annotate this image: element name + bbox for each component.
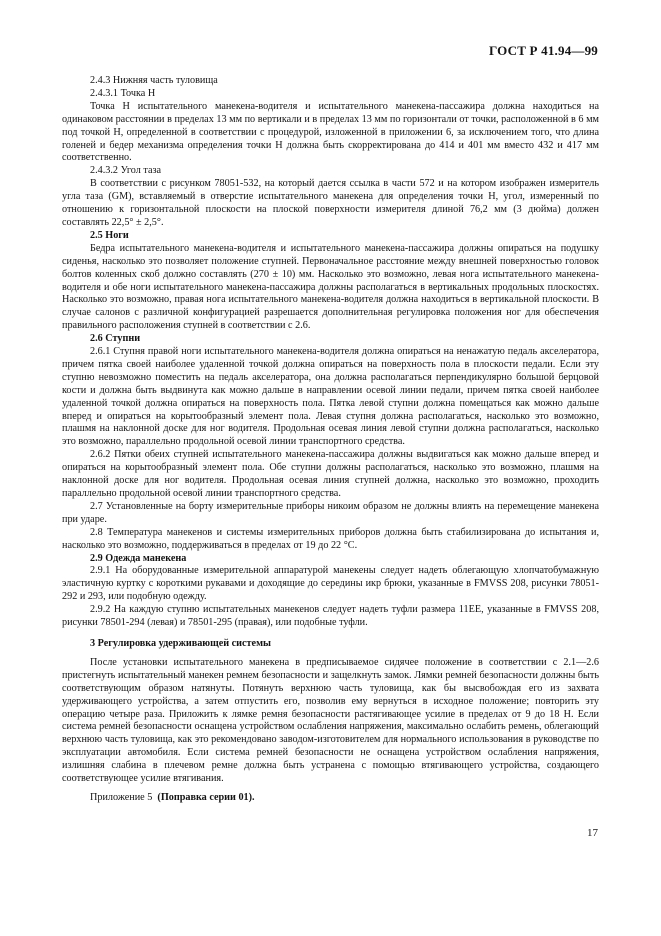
- document-header: ГОСТ Р 41.94—99: [489, 43, 598, 58]
- section-heading-2-9: 2.9 Одежда манекена: [90, 552, 187, 564]
- paragraph-2-7: 2.7 Установленные на борту измерительные приборы никоим образом не должны влиять на перемещение манекена при ударе.: [62, 500, 599, 525]
- appendix-correction: (Поправка серии 01).: [157, 791, 255, 803]
- appendix-reference: [62, 792, 599, 805]
- paragraph-2-9-2: 2.9.2 На каждую ступню испытательных манекенов следует надеть туфли размера 11EE, указанные в FMVSS 208, рисунки 78501-294 (левая) и 78501-295 (правая), или подобные туфли.: [62, 604, 599, 629]
- paragraph-pelvis-angle: В соответствии с рисунком 78051-532, на который дается ссылка в части 572 и на котором изображен измеритель угла таза (GM), вставляемый в отверстие испытательного манекена для определения точки H, угол, измеренный по отношению к горизонтальной плоскости на плоской поверхности измерителя длиной 76,2 мм (3 дюйма) должен составлять 22,5° ± 2,5°.: [62, 178, 599, 228]
- paragraph-point-h: Точка H испытательного манекена-водителя и испытательного манекена-пассажира должна находиться на одинаковом расстоянии в пределах 13 мм по вертикали и в пределах 13 мм по горизонтали от точки, расположенной в 6 мм под точкой H, определенной в соответствии с процедурой, изложенной в приложении 6, за исключением того, что длина голеней и бедер механизма определения точки H должна быть скорректирована до 414 и 401 мм вместо 432 и 417 мм соответственно.: [62, 100, 599, 164]
- section-heading-2-4-3: 2.4.3 Нижняя часть туловища: [90, 75, 218, 86]
- paragraph-2-8: 2.8 Температура манекенов и системы измерительных приборов должна быть стабилизирована до испытания и, насколько это возможно, поддерживаться в пределах от 19 до 22 °С.: [62, 526, 599, 551]
- paragraph-2-6-2: 2.6.2 Пятки обеих ступней испытательного манекена-пассажира должны выдвигаться как можно дальше вперед и опираться на корытообразный элемент пола. Обе ступни должны располагаться, насколько это возможно, плашмя на наклонной доске для ног водителя. Продольная осевая линия ступней должна, насколько это возможно, проходить параллельно продольной осевой линии транспортного средства.: [62, 449, 599, 499]
- document-body: [62, 75, 599, 805]
- paragraph-restraint-adjustment: После установки испытательного манекена в предписываемое сидячее положение в соответствии с 2.1—2.6 пристегнуть испытательный манекен ремнем безопасности и защелкнуть замок. Лямки ремней безопасности должны быть соответствующим образом натянуты. Потянуть верхнюю часть туловища, как бы высвобождая его из захвата удерживающего устройства, а затем отпустить его, позволив ему вернуться в исходное положение; повторить эту операцию четыре раза. Приложить к лямке ремня безопасности растягивающее усилие в пределах от 9 до 18 Н. Если система ремней безопасности оснащена устройством ослабления напряжения, максимально ослабить ремень, облегающий верхнюю часть туловища, как это рекомендовано заводом-изготовителем для нормального использования в руководстве по эксплуатации автомобиля. Если система ремней безопасности не оснащена устройством ослабления напряжения, излишняя слабина в плечевом ремне должна быть устранена с помощью втягивающего устройства, создающего соответствующее усилие втягивания.: [62, 656, 599, 785]
- section-heading-2-4-3-2: 2.4.3.2 Угол таза: [90, 165, 162, 177]
- page-number: 17: [587, 827, 598, 839]
- paragraph-2-9-1: 2.9.1 На оборудованные измерительной аппаратурой манекены следует надеть облегающую хлопчатобумажную эластичную куртку с короткими рукавами и доходящие до середины икр брюки, указанные в FMVSS 208, рисунки 78051-292 и 293, или подобную одежду.: [62, 565, 599, 603]
- section-heading-2-5: 2.5 Ноги: [90, 229, 129, 241]
- section-heading-3: 3 Регулировка удерживающей системы: [90, 637, 271, 649]
- section-heading-2-6: 2.6 Ступни: [90, 333, 141, 345]
- appendix-label: Приложение 5: [90, 791, 153, 803]
- paragraph-legs: Бедра испытательного манекена-водителя и испытательного манекена-пассажира должны опираться на подушку сиденья, насколько это позволяет положение ступней. Первоначальное расстояние между внешней поверхностью головок болтов коленных скоб должно составлять (270 ± 10) мм. Насколько это возможно, левая нога испытательного манекена-водителя и обе ноги испытательного манекена-пассажира должны располагаться в вертикальных продольных плоскостях. Насколько это возможно, правая нога испытательного манекена-водителя должна находиться в вертикальной плоскости. В случае салонов с различной конфигурацией разрешается дополнительная регулировка положения ног для обеспечения правильного расположения ступней в соответствии с 2.6.: [62, 242, 599, 332]
- section-heading-2-4-3-1: 2.4.3.1 Точка H: [90, 87, 156, 99]
- paragraph-2-6-1: 2.6.1 Ступня правой ноги испытательного манекена-водителя должна опираться на ненажатую педаль акселератора, причем пятка своей наиболее удаленной точкой должна опираться на поверхность пола в плоскости педали. Если эту ступню невозможно поместить на педаль акселератора, она должна располагаться перпендикулярно большой берцовой кости и должна быть выдвинута как можно дальше в направлении осевой линии педали, причем пятка своей наиболее удаленной точкой должна опираться на поверхность пола. Пятка левой ступни должна помещаться как можно дальше вперед и опираться на корытообразный элемент пола. Левая ступня должна располагаться, насколько это возможно, плашмя на наклонной доске для ног водителя. Продольная осевая линия левой ступни должна располагаться, насколько это возможно, параллельно продольной осевой линии транспортного средства.: [62, 346, 599, 448]
